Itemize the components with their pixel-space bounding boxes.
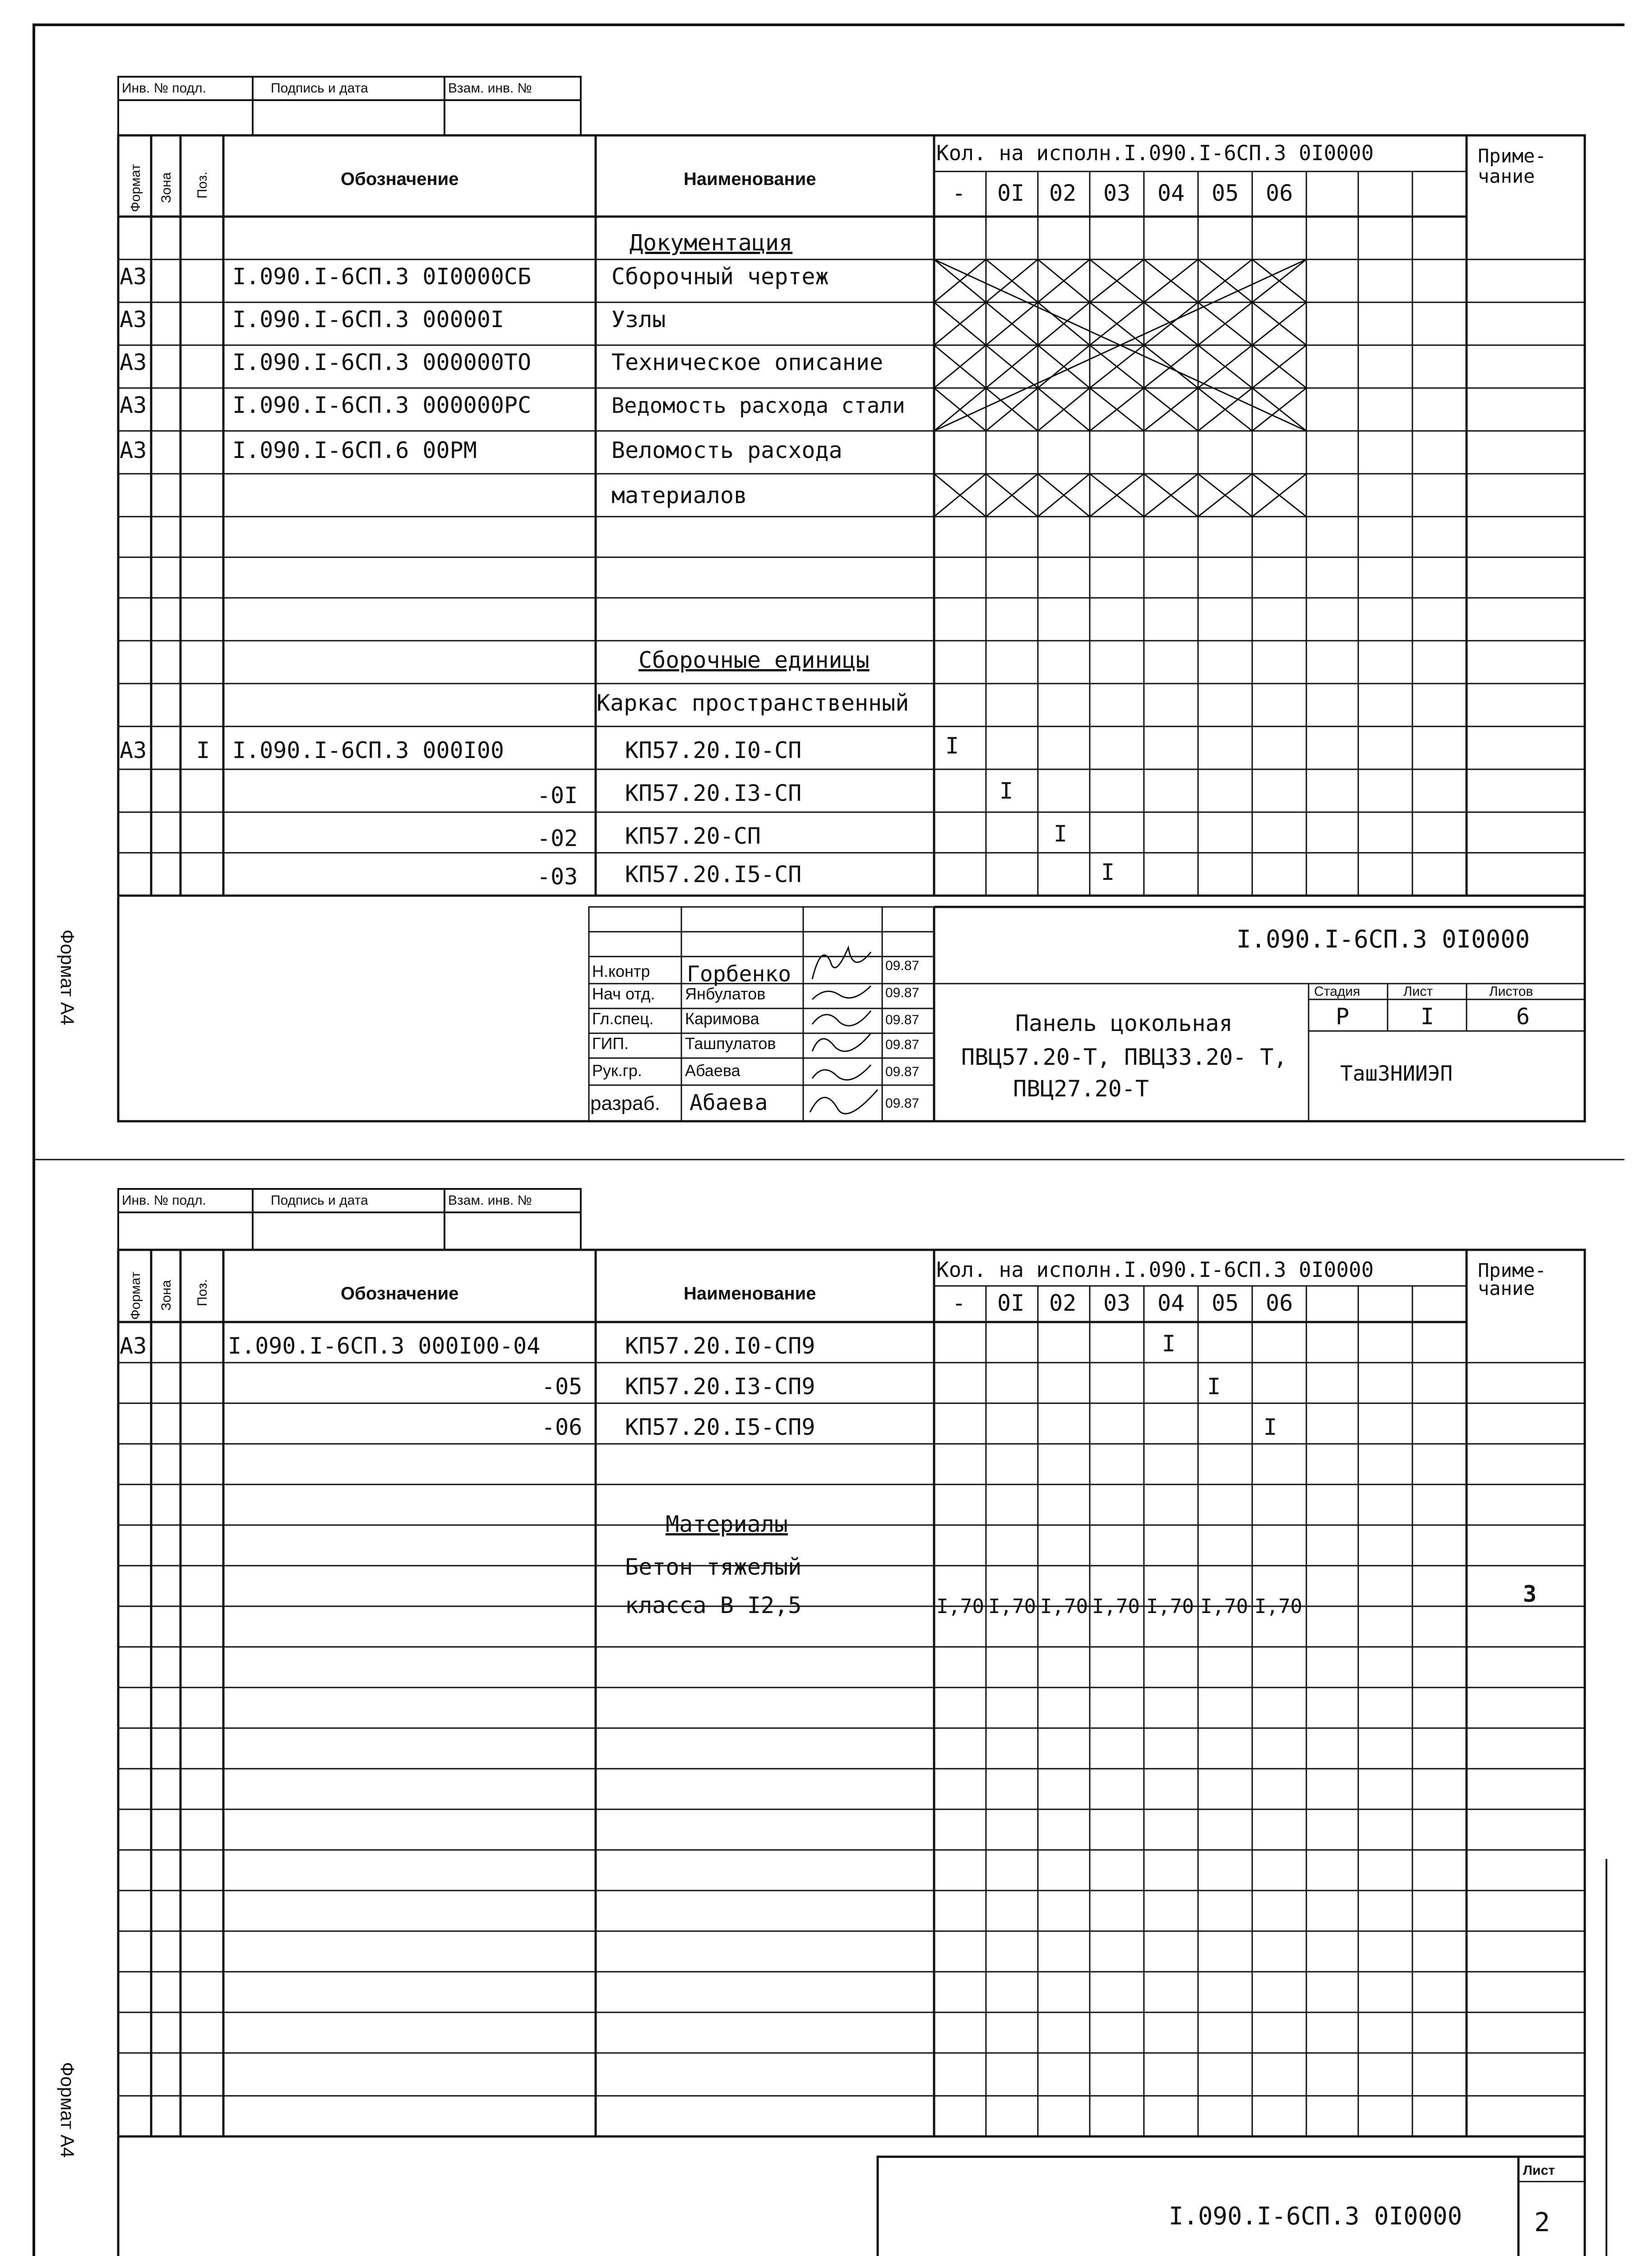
unit-row-qty: I <box>1207 1373 1221 1400</box>
sign-date: 09.87 <box>885 1012 920 1027</box>
sign-date: 09.87 <box>885 958 920 973</box>
variant-header-06-2: 06 <box>1266 1290 1293 1316</box>
role-label: ГИП. <box>592 1034 629 1053</box>
doc-row-designation: I.090.I-6СП.3 000000ТО <box>232 349 532 375</box>
section-materials: Материалы <box>666 1511 788 1537</box>
variant-header-01-1: 0I <box>997 180 1025 206</box>
unit-row-format: А3 <box>120 737 147 763</box>
variant-header-02-2: 02 <box>1049 1290 1077 1316</box>
doc-code-2: I.090.I-6СП.3 0I0000 <box>1169 2202 1462 2230</box>
sheets-label: Листов <box>1489 984 1533 999</box>
header-designation-1: Обозначение <box>341 169 459 189</box>
doc-row-format: А3 <box>120 392 147 418</box>
variant-header-04-2: 04 <box>1157 1290 1185 1316</box>
variant-columns-2 <box>986 1286 1412 2136</box>
signer-name: Каримова <box>685 1009 759 1028</box>
doc-row-name: Ведомость расхода стали <box>611 393 905 418</box>
unit-row-designation: -02 <box>537 825 578 851</box>
sheet-1 <box>118 77 1585 1121</box>
variant-header-dash-1: - <box>952 180 966 206</box>
unit-row-name: КП57.20.I5-СП9 <box>625 1414 815 1440</box>
sign-date: 09.87 <box>885 1064 920 1079</box>
unit-row-pos: I <box>196 737 210 763</box>
stamp-inv-label-1: Инв. № подл. <box>122 81 206 96</box>
concrete-qty: I,70 <box>1254 1595 1302 1618</box>
title-line-2: ПВЦ57.20-Т, ПВЦ33.20- Т, <box>961 1044 1287 1070</box>
sheet-label-2: Лист <box>1523 2163 1555 2178</box>
unit-row-name: КП57.20.I3-СП9 <box>625 1373 815 1400</box>
unit-row-qty: I <box>1054 821 1068 847</box>
variant-header-02-1: 02 <box>1049 180 1077 206</box>
section-assembly-units: Сборочные единицы <box>639 647 870 673</box>
title-line-3: ПВЦ27.20-Т <box>1013 1076 1149 1102</box>
doc-row-name: Веломость расхода <box>611 437 842 463</box>
variant-header-05-2: 05 <box>1212 1290 1239 1316</box>
doc-row-designation: I.090.I-6СП.3 00000I <box>232 306 504 333</box>
concrete-line-2: класса В I2,5 <box>625 1592 802 1618</box>
variant-columns-1 <box>986 171 1412 896</box>
header-note1-1: Приме- <box>1478 145 1546 167</box>
header-name-2: Наименование <box>684 1284 816 1304</box>
header-designation-2: Обозначение <box>341 1284 459 1304</box>
stamp-sign-label-2: Подпись и дата <box>271 1193 368 1208</box>
role-label: Гл.спец. <box>592 1009 654 1028</box>
unit-row-format: А3 <box>120 1333 147 1359</box>
sheet-2 <box>118 1189 1611 2256</box>
unit-row-designation: -05 <box>541 1373 583 1400</box>
stamp-replace-label-1: Взам. инв. № <box>448 81 532 96</box>
doc-code-1: I.090.I-6СП.3 0I0000 <box>1236 925 1530 953</box>
header-pos-1: Поз. <box>195 171 210 199</box>
stamp-inv-label-2: Инв. № подл. <box>122 1193 206 1208</box>
unit-row-name: КП57.20.I5-СП <box>625 861 802 888</box>
header-note1-2: Приме- <box>1478 1259 1546 1281</box>
unit-row-designation: -0I <box>537 782 578 809</box>
unit-row-qty: I <box>1000 778 1013 804</box>
header-zone-2: Зона <box>159 1280 174 1311</box>
header-qty-title-1: Кол. на исполн.I.090.I-6СП.3 0I0000 <box>936 141 1374 165</box>
concrete-note: 3 <box>1523 1581 1537 1607</box>
header-note2-1: чание <box>1478 165 1535 187</box>
unit-row-qty: I <box>1263 1414 1277 1440</box>
concrete-qty: I,70 <box>1146 1595 1194 1618</box>
signer-name: Абаева <box>689 1090 768 1115</box>
role-label: Рук.гр. <box>592 1061 642 1080</box>
stamp-replace-label-2: Взам. инв. № <box>448 1193 532 1208</box>
title-line-1: Панель цокольная <box>1015 1010 1233 1036</box>
row-lines-1 <box>118 259 1585 853</box>
role-label: разраб. <box>590 1092 660 1114</box>
sheet-number-2: 2 <box>1534 2207 1550 2238</box>
concrete-qty: I,70 <box>1092 1595 1140 1618</box>
signer-name: Горбенко <box>687 962 791 987</box>
unit-row-name: КП57.20.I0-СП9 <box>625 1333 815 1359</box>
side-label-bottom: Формат А4 <box>57 2062 78 2158</box>
organization: ТашЗНИИЭП <box>1340 1061 1453 1086</box>
unit-row-qty: I <box>1162 1331 1176 1357</box>
unit-row-name: КП57.20-СП <box>625 823 761 849</box>
sheet-value: I <box>1421 1003 1435 1030</box>
variant-header-05-1: 05 <box>1212 180 1239 206</box>
spec-table-2 <box>118 1250 1585 2256</box>
unit-row-designation: I.090.I-6СП.3 000I00-04 <box>228 1333 541 1359</box>
doc-row-name: Сборочный чертеж <box>611 264 829 290</box>
doc-row-format: А3 <box>120 349 147 375</box>
header-pos-2: Поз. <box>195 1279 210 1306</box>
doc-row-designation: I.090.I-6СП.6 00РМ <box>232 437 477 463</box>
stage-value: Р <box>1336 1003 1350 1030</box>
signature-scribbles <box>810 948 878 1114</box>
unit-row-designation: -03 <box>537 864 578 890</box>
unit-row-designation: I.090.I-6СП.3 000I00 <box>232 737 504 763</box>
doc-row-format: А3 <box>120 437 147 463</box>
header-name-1: Наименование <box>684 169 816 189</box>
variant-header-04-1: 04 <box>1157 180 1185 206</box>
signer-name: Янбулатов <box>685 985 766 1003</box>
variant-header-03-2: 03 <box>1103 1290 1131 1316</box>
unit-row-name: КП57.20.I3-СП <box>625 780 802 806</box>
variant-header-03-1: 03 <box>1103 180 1131 206</box>
concrete-qty: I,70 <box>1040 1595 1088 1618</box>
header-note2-2: чание <box>1478 1277 1535 1299</box>
doc-row-designation: I.090.I-6СП.3 0I0000СБ <box>232 264 532 290</box>
sheets-value: 6 <box>1516 1003 1530 1030</box>
header-format-2: Формат <box>128 1271 143 1320</box>
concrete-line-1: Бетон тяжелый <box>625 1554 802 1580</box>
concrete-qty: I,70 <box>1200 1595 1248 1618</box>
frame-label: Каркас пространственный <box>597 690 909 716</box>
doc-row-format: А3 <box>120 264 147 290</box>
stamp-sign-label-1: Подпись и дата <box>271 81 368 96</box>
doc-row-name-continued: материалов <box>611 482 748 509</box>
doc-row-designation: I.090.I-6СП.3 000000РС <box>232 392 532 418</box>
unit-row-qty: I <box>945 733 959 759</box>
sheet-label: Лист <box>1403 984 1433 999</box>
unit-row-designation: -06 <box>541 1414 583 1440</box>
variant-header-01-2: 0I <box>997 1290 1025 1316</box>
role-label: Нач отд. <box>592 985 655 1003</box>
title-block-2 <box>878 1859 1606 2256</box>
variant-header-dash-2: - <box>952 1290 966 1316</box>
side-label-top: Формат А4 <box>57 929 78 1026</box>
section-documentation: Документация <box>629 230 793 256</box>
row-lines-2 <box>118 1363 1585 2096</box>
sign-date: 09.87 <box>885 1096 920 1111</box>
header-format-1: Формат <box>128 164 143 212</box>
variant-header-06-1: 06 <box>1266 180 1293 206</box>
doc-row-name: Техническое описание <box>611 349 884 375</box>
stage-label: Стадия <box>1314 984 1360 999</box>
concrete-qty: I,70 <box>988 1595 1036 1618</box>
doc-row-name: Узлы <box>611 306 666 333</box>
signer-name: Абаева <box>685 1061 740 1080</box>
sign-date: 09.87 <box>885 985 920 1000</box>
role-label: Н.контр <box>592 962 650 980</box>
unit-row-qty: I <box>1101 859 1115 885</box>
unit-row-name: КП57.20.I0-СП <box>625 737 802 763</box>
doc-row-format: А3 <box>120 306 147 333</box>
concrete-qty: I,70 <box>936 1595 984 1618</box>
signer-name: Ташпулатов <box>685 1034 776 1053</box>
header-zone-1: Зона <box>159 172 174 203</box>
sign-date: 09.87 <box>885 1037 920 1052</box>
header-qty-title-2: Кол. на исполн.I.090.I-6СП.3 0I0000 <box>936 1257 1374 1282</box>
